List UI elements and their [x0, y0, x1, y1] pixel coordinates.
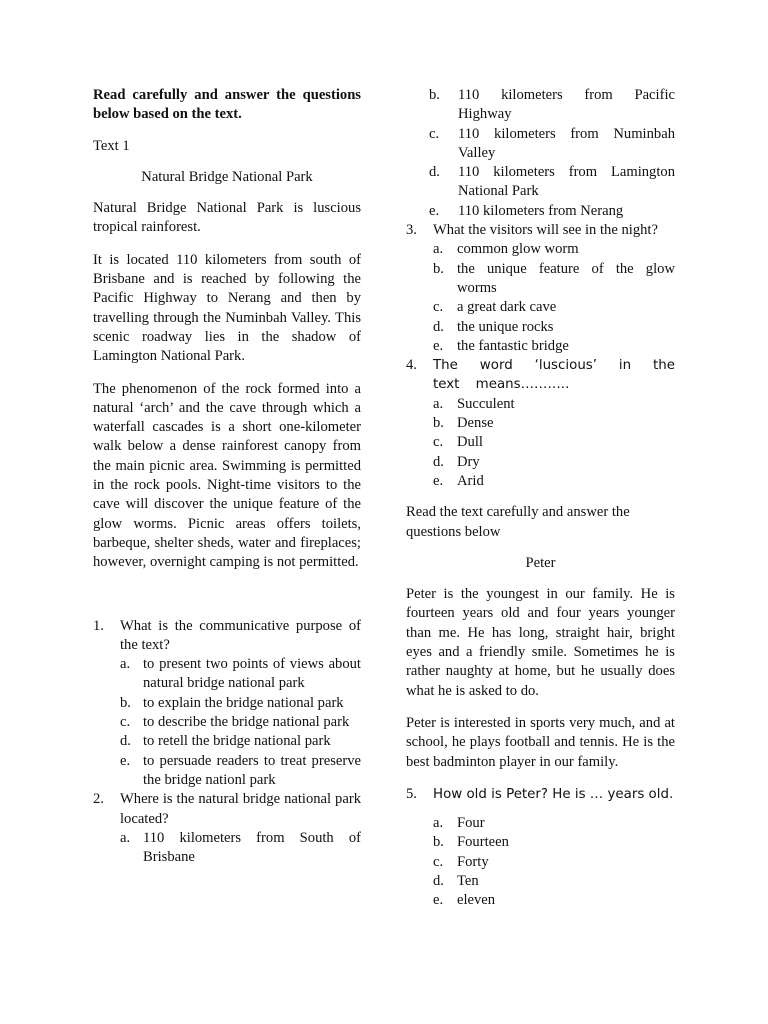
paragraph: Peter is interested in sports very much, and at school, he plays football and tennis. He is the best badminton player in our family.: [406, 714, 675, 770]
option: [433, 472, 675, 491]
option: [429, 125, 675, 164]
option-letter: a.: [433, 395, 444, 412]
question-number: 3.: [406, 222, 417, 239]
option: [433, 872, 675, 891]
instruction-heading: Read carefully and answer the questions below based on the text.: [93, 87, 361, 123]
option-letter: e.: [433, 892, 444, 909]
option-text: Succulent: [457, 395, 515, 412]
question-text: What the visitors will see in the night?: [433, 222, 658, 239]
paragraph: The phenomenon of the rock formed into a natural ‘arch’ and the cave through which a waterfall cascades is a short one-kilometer walk below a dense rainforest canopy from the main picnic area. Swimming is permitted in the rock pools. Night-time visitors to the cave will discover the unique feature of the glow worms. Picnic areas offers toilets, barbeque, shelter sheds, water and fireplaces; however, overnight camping is not permitted.: [93, 380, 361, 571]
option-letter: d.: [433, 872, 444, 889]
option-text: 110 kilometers from Lamington National Park: [458, 164, 675, 200]
question-1: [93, 617, 361, 791]
option-text: Four: [457, 815, 485, 832]
option-text: to retell the bridge national park: [143, 733, 331, 750]
option-letter: c.: [429, 125, 440, 142]
option-letter: e.: [429, 202, 440, 219]
paragraph: It is located 110 kilometers from south of Brisbane and is reached by following the Pacific Highway to Nerang and then by travelling through the Numinbah Valley. This scenic roadway lies in the shadow of Lamington National Park.: [93, 251, 361, 365]
option: [433, 337, 675, 356]
option-letter: b.: [433, 834, 444, 851]
left-column: [93, 86, 361, 867]
option: [120, 732, 361, 751]
paragraph: Natural Bridge National Park is luscious tropical rainforest.: [93, 200, 361, 236]
question-2-continued: [406, 86, 675, 221]
option-text: eleven: [457, 892, 496, 909]
option-letter: e.: [120, 752, 131, 769]
option-letter: a.: [120, 829, 131, 846]
option-letter: c.: [433, 299, 444, 316]
option: [433, 240, 675, 259]
option-text: the unique feature of the glow worms: [457, 260, 675, 296]
question-5-options: [406, 814, 675, 910]
option-letter: b.: [433, 260, 444, 277]
option-text: 110 kilometers from Nerang: [458, 202, 624, 219]
option-letter: d.: [120, 733, 131, 750]
text-label: Text 1: [93, 137, 130, 154]
option-letter: e.: [433, 472, 444, 489]
option: [433, 433, 675, 452]
option-text: Arid: [457, 472, 484, 489]
option-letter: b.: [120, 694, 131, 711]
option-letter: b.: [433, 415, 444, 432]
option-letter: d.: [433, 453, 444, 470]
option-text: to present two points of views about natural bridge national park: [143, 656, 361, 692]
question-number: 5.: [406, 785, 417, 802]
option: [433, 298, 675, 317]
text-title: Natural Bridge National Park: [141, 168, 313, 185]
question-text: Where is the natural bridge national park located?: [120, 791, 361, 827]
option-text: a great dark cave: [457, 299, 557, 316]
option-text: to explain the bridge national park: [143, 694, 344, 711]
right-column: [406, 86, 675, 911]
option-letter: d.: [429, 164, 440, 181]
option-text: the fantastic bridge: [457, 337, 569, 354]
question-text: How old is Peter? He is … years old.: [433, 786, 674, 802]
option: [120, 752, 361, 791]
option-text: the unique rocks: [457, 318, 554, 335]
option-text: Forty: [457, 853, 489, 870]
option: [433, 853, 675, 872]
option-text: 110 kilometers from Pacific Highway: [458, 87, 675, 123]
option: [433, 814, 675, 833]
question-4: [406, 356, 675, 395]
option-text: Dull: [457, 434, 483, 451]
option-letter: a.: [433, 815, 444, 832]
option-text: Dense: [457, 415, 494, 432]
question-3: [406, 221, 675, 240]
option-text: common glow worm: [457, 241, 579, 258]
option-text: to describe the bridge national park: [143, 714, 350, 731]
question-3-options: [406, 240, 675, 356]
question-text: The word ‘luscious’ in the text means………..: [433, 358, 675, 393]
option: [429, 202, 675, 221]
option-text: to persuade readers to treat preserve the bridge nationl park: [143, 752, 361, 788]
instruction-2: Read the text carefully and answer the questions below: [406, 504, 630, 540]
option: [433, 395, 675, 414]
question-number: 2.: [93, 791, 104, 808]
question-5: [406, 785, 675, 804]
question-2: [93, 790, 361, 867]
option-text: 110 kilometers from Numinbah Valley: [458, 125, 675, 161]
text-title-peter: Peter: [525, 554, 556, 571]
paragraph: Peter is the youngest in our family. He is fourteen years old and four years younger than me. He has long, straight hair, bright eyes and a friendly smile. Sometimes he is rather naughty at home, but he usually does what he is asked to do.: [406, 586, 675, 699]
option-letter: b.: [429, 87, 440, 103]
question-list: [93, 617, 361, 868]
option-letter: a.: [120, 656, 131, 673]
option: [120, 829, 361, 868]
option: [433, 318, 675, 337]
option-letter: d.: [433, 318, 444, 335]
option: [433, 414, 675, 433]
option: [429, 86, 675, 125]
question-4-options: [406, 395, 675, 491]
option: [120, 694, 361, 713]
option: [433, 833, 675, 852]
option-text: 110 kilometers from South of Brisbane: [143, 829, 361, 866]
question-number: 1.: [93, 617, 104, 634]
option-text: Ten: [457, 872, 479, 889]
option-letter: a.: [433, 241, 444, 258]
option-text: Fourteen: [457, 834, 509, 851]
option-letter: e.: [433, 337, 444, 354]
option: [120, 713, 361, 732]
option-letter: c.: [120, 714, 131, 731]
option: [120, 655, 361, 694]
question-text: What is the communicative purpose of the text?: [120, 617, 361, 653]
option-text: Dry: [457, 453, 480, 470]
option: [433, 453, 675, 472]
option: [433, 260, 675, 299]
option-letter: c.: [433, 434, 444, 451]
question-number: 4.: [406, 357, 417, 374]
option-letter: c.: [433, 853, 444, 870]
option: [429, 163, 675, 202]
option: [433, 891, 675, 910]
